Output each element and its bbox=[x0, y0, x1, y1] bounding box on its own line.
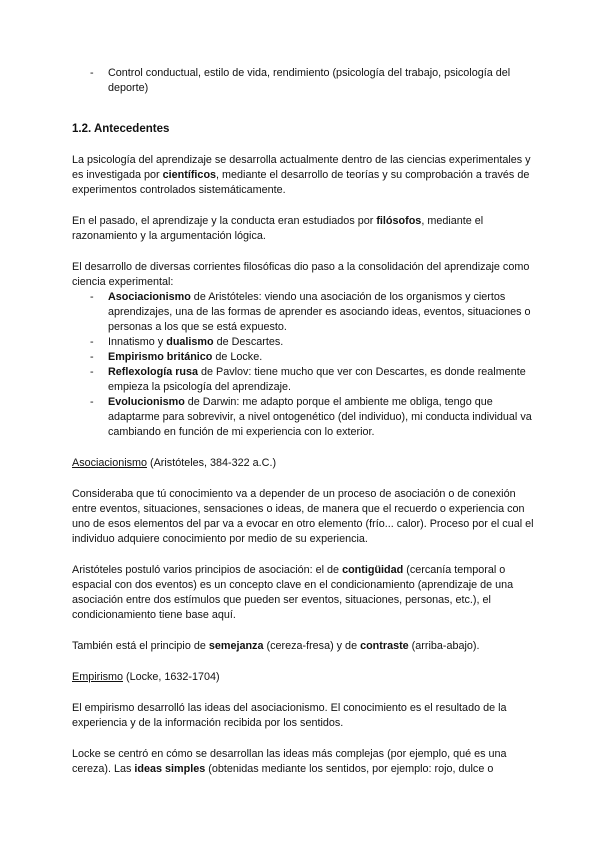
list-item: - Innatismo y dualismo de Descartes. bbox=[90, 336, 284, 348]
list-item-text: Control conductual, estilo de vida, rendimiento (psicología del trabajo, psicología del deporte) bbox=[108, 67, 511, 94]
paragraph: La psicología del aprendizaje se desarrolla actualmente dentro de las ciencias experimentales y es investigada por científicos, mediante el desarrollo de teorías y su comprobación a través de experimentos controlados sistemáticamente. bbox=[72, 154, 531, 196]
list-item bbox=[72, 66, 534, 96]
paragraph: Locke se centró en cómo se desarrollan las ideas más complejas (por ejemplo, qué es una cereza). Las ideas simples (obtenidas mediante los sentidos, por ejemplo: rojo, dulce o bbox=[72, 748, 507, 775]
list-dash: - bbox=[90, 291, 94, 303]
paragraph: Aristóteles postuló varios principios de asociación: el de contigüidad (cercanía temporal o espacial con dos eventos) es un concepto clave en el condicionamiento (aprendizaje de una asociación entre dos estímulos que pueden ser eventos, situaciones, personas, etc.), el condicionamiento tiene base aquí. bbox=[72, 564, 514, 621]
paragraph: Consideraba que tú conocimiento va a depender de un proceso de asociación o de conexión entre eventos, situaciones, sensaciones o ideas, de manera que el recuerdo o experiencia con uno de esos elementos del par va a evocar en otro elemento (frío... calor). Proceso por el cual el individuo adquiere conocimiento por medio de su experiencia. bbox=[72, 488, 534, 545]
currents-list bbox=[72, 290, 534, 440]
list-dash: - bbox=[90, 351, 94, 363]
list-dash: - bbox=[90, 336, 94, 348]
list-item: - Evolucionismo de Darwin: me adapto porque el ambiente me obliga, tengo que adaptarme para sobrevivir, a nivel ontogenético (del individuo), mi conducta individual va cambiando en función de mi experiencia con lo exterior. bbox=[90, 396, 532, 438]
top-list bbox=[72, 66, 534, 96]
paragraph: El empirismo desarrolló las ideas del asociacionismo. El conocimiento es el resultado de la experiencia y de la información recibida por los sentidos. bbox=[72, 702, 507, 729]
list-dash: - bbox=[90, 67, 94, 79]
paragraph: En el pasado, el aprendizaje y la conducta eran estudiados por filósofos, mediante el razonamiento y la argumentación lógica. bbox=[72, 215, 484, 242]
list-item: - Empirismo británico de Locke. bbox=[90, 351, 263, 363]
list-item: - Reflexología rusa de Pavlov: tiene mucho que ver con Descartes, es donde realmente empieza la psicología del aprendizaje. bbox=[90, 366, 526, 393]
paragraph: También está el principio de semejanza (cereza-fresa) y de contraste (arriba-abajo). bbox=[72, 640, 480, 652]
paragraph: El desarrollo de diversas corrientes filosóficas dio paso a la consolidación del aprendizaje como ciencia experimental: bbox=[72, 261, 530, 288]
subsection-heading: Empirismo (Locke, 1632-1704) bbox=[72, 671, 220, 683]
document-page bbox=[72, 66, 534, 777]
list-item: - Asociacionismo de Aristóteles: viendo una asociación de los organismos y ciertos aprendizajes, una de las formas de aprender es asociando ideas, eventos, situaciones o personas a los que se está expuesto. bbox=[90, 291, 531, 333]
subsection-heading: Asociacionismo (Aristóteles, 384-322 a.C.) bbox=[72, 457, 277, 469]
list-dash: - bbox=[90, 366, 94, 378]
list-dash: - bbox=[90, 396, 94, 408]
section-heading: 1.2. Antecedentes bbox=[72, 123, 170, 135]
